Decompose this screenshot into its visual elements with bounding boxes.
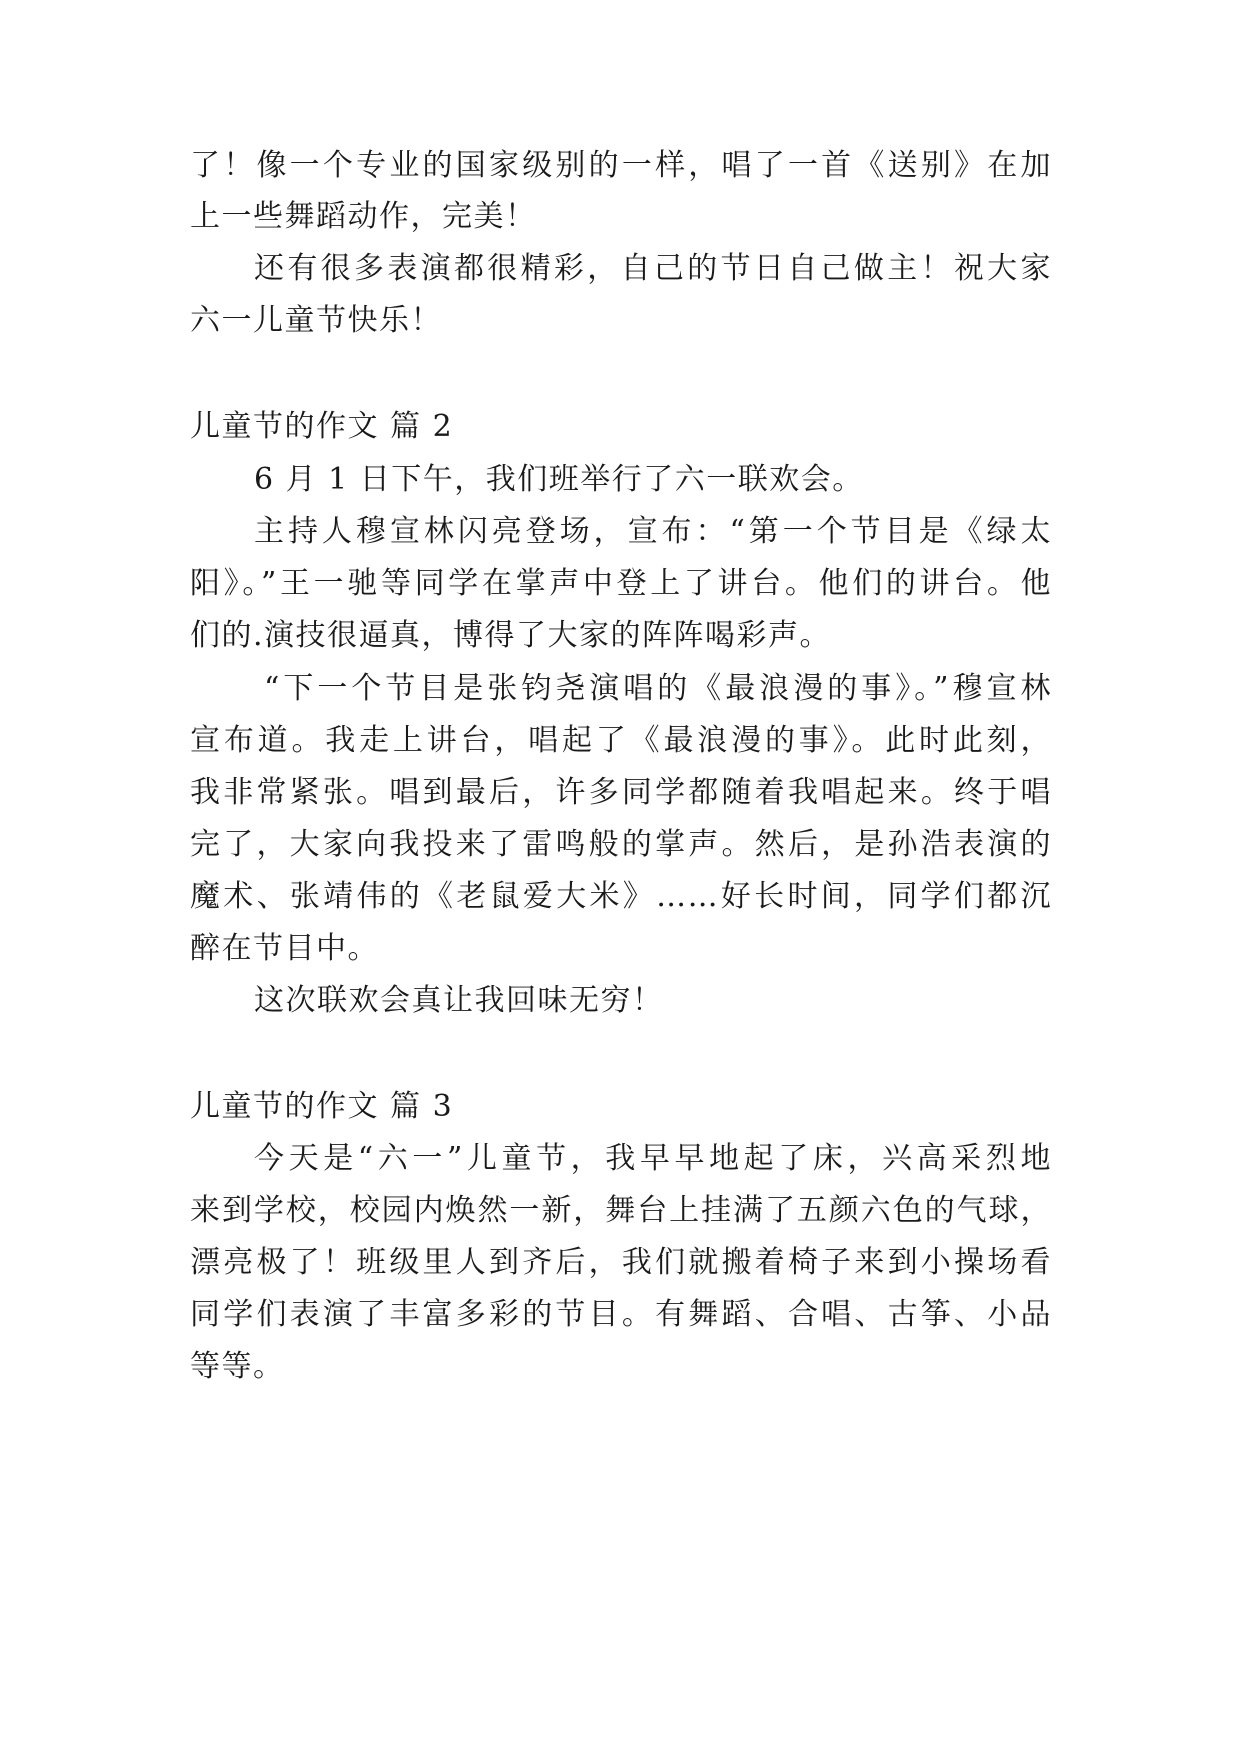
paragraph-line: 等等。 xyxy=(190,1349,285,1384)
paragraph-line: 来到学校，校园内焕然一新，舞台上挂满了五颜六色的气球， xyxy=(190,1193,1052,1228)
paragraph-line: 六一儿童节快乐！ xyxy=(190,303,442,338)
paragraph-line: 阳》。”王一驰等同学在掌声中登上了讲台。他们的讲台。他 xyxy=(190,566,1052,601)
paragraph-line: 同学们表演了丰富多彩的节目。有舞蹈、合唱、古筝、小品 xyxy=(190,1297,1052,1332)
paragraph-line: 主持人穆宣林闪亮登场，宣布：“第一个节目是《绿太 xyxy=(254,514,1052,549)
paragraph-line: 今天是“六一”儿童节，我早早地起了床，兴高采烈地 xyxy=(254,1141,1052,1176)
paragraph-line: 我非常紧张。唱到最后，许多同学都随着我唱起来。终于唱 xyxy=(190,775,1052,810)
paragraph-line: 宣布道。我走上讲台，唱起了《最浪漫的事》。此时此刻， xyxy=(190,723,1052,758)
paragraph-line: 醉在节目中。 xyxy=(190,931,379,966)
section-heading: 儿童节的作文 篇 2 xyxy=(190,409,454,444)
paragraph-line: 6 月 1 日下午，我们班举行了六一联欢会。 xyxy=(254,462,864,497)
paragraph-line: 魔术、张靖伟的《老鼠爱大米》……好长时间，同学们都沉 xyxy=(190,879,1052,914)
paragraph-line: 还有很多表演都很精彩，自己的节日自己做主！祝大家 xyxy=(254,251,1052,286)
paragraph-line: 了！像一个专业的国家级别的一样，唱了一首《送别》在加 xyxy=(190,148,1052,183)
paragraph-line: 上一些舞蹈动作，完美！ xyxy=(190,199,537,234)
paragraph-line: 这次联欢会真让我回味无穷！ xyxy=(254,983,664,1018)
paragraph-line: 完了，大家向我投来了雷鸣般的掌声。然后，是孙浩表演的 xyxy=(190,827,1052,862)
paragraph-line: 漂亮极了！班级里人到齐后，我们就搬着椅子来到小操场看 xyxy=(190,1245,1052,1280)
paragraph-line: 们的.演技很逼真，博得了大家的阵阵喝彩声。 xyxy=(190,618,832,653)
paragraph-line: “下一个节目是张钧尧演唱的《最浪漫的事》。”穆宣林 xyxy=(264,671,1052,706)
section-heading: 儿童节的作文 篇 3 xyxy=(190,1089,454,1124)
